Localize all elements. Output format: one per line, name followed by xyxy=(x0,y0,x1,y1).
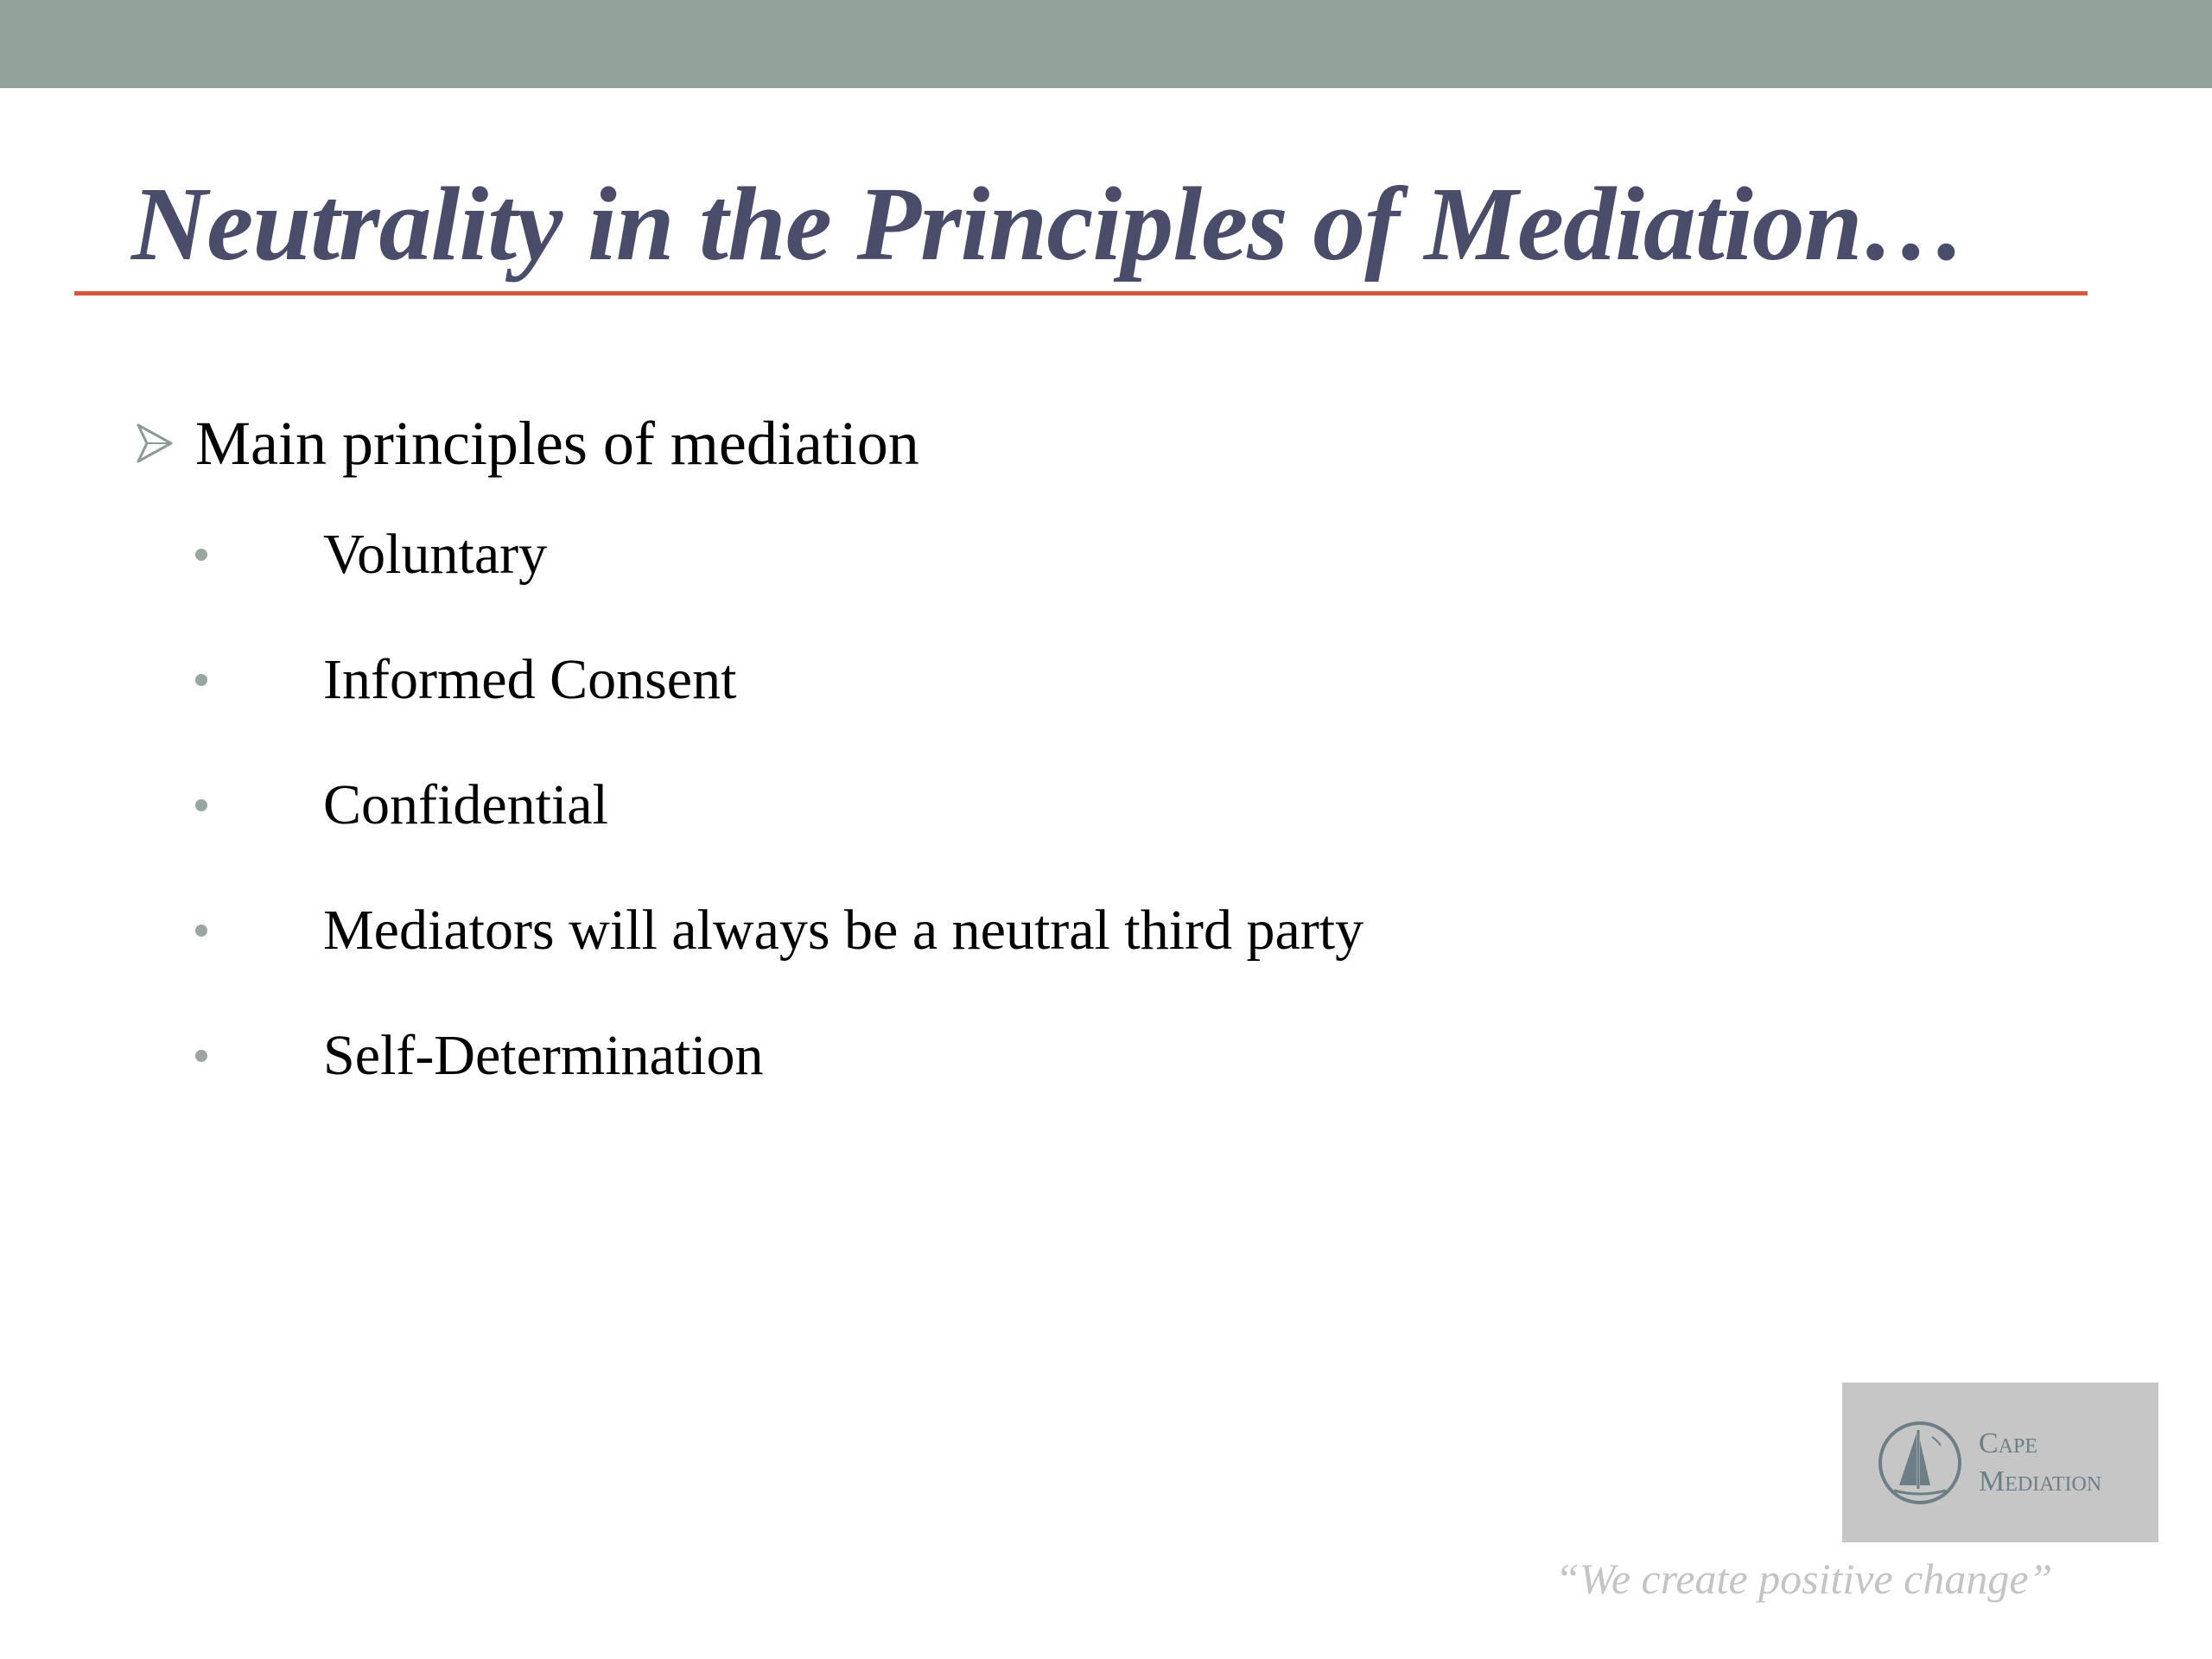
list-item xyxy=(195,1016,1363,1141)
list-item xyxy=(195,640,1363,766)
main-bullet xyxy=(137,404,919,482)
bullet-dot-icon xyxy=(195,925,207,937)
list-item-text: Confidential xyxy=(323,773,608,836)
list-item xyxy=(195,766,1363,891)
main-bullet-text: Main principles of mediation xyxy=(195,408,919,478)
list-item xyxy=(195,891,1363,1016)
sub-bullet-list xyxy=(195,515,1363,1141)
bullet-dot-icon xyxy=(195,799,207,811)
bullet-dot-icon xyxy=(195,1050,207,1062)
logo-line-2: Mediation xyxy=(1979,1465,2102,1497)
logo-wordmark xyxy=(1979,1425,2101,1501)
top-band xyxy=(0,0,2212,88)
list-item-text: Voluntary xyxy=(323,523,548,586)
cape-mediation-logo xyxy=(1842,1382,2158,1542)
sailboat-icon xyxy=(1875,1418,1965,1508)
title-underline xyxy=(74,291,2088,296)
list-item-text: Mediators will always be a neutral third party xyxy=(323,899,1364,962)
bullet-dot-icon xyxy=(195,549,207,561)
tagline: “We create positive change” xyxy=(1555,1554,2053,1603)
bullet-dot-icon xyxy=(195,674,207,686)
logo-line-1: Cape xyxy=(1979,1427,2038,1459)
list-item xyxy=(195,515,1363,640)
arrow-bullet-icon xyxy=(137,423,173,463)
list-item-text: Self-Determination xyxy=(323,1024,764,1087)
list-item-text: Informed Consent xyxy=(323,648,737,711)
slide-title: Neutrality in the Principles of Mediation… xyxy=(131,166,1967,283)
